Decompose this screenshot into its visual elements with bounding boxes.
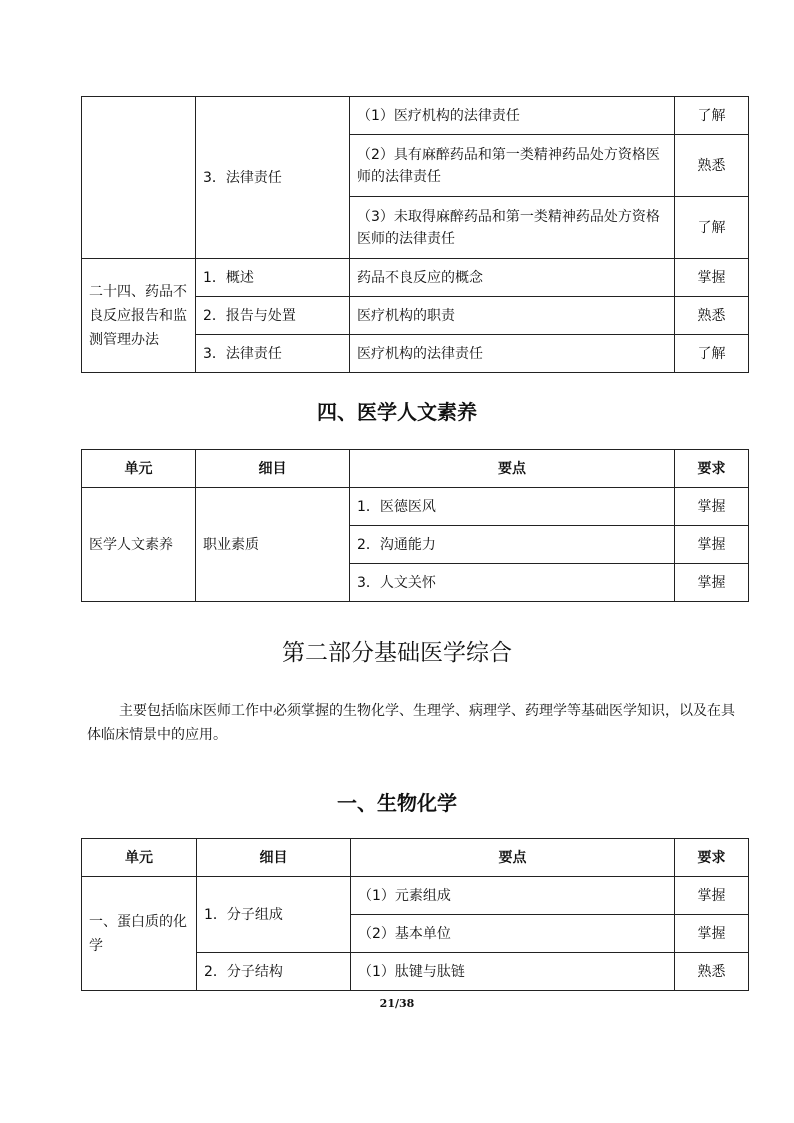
table-cell-sub: 职业素质 <box>196 488 350 602</box>
intro-paragraph: 主要包括临床医师工作中必须掌握的生物化学、生理学、病理学、药理学等基础医学知识，以及在具体临床情景中的应用。 <box>87 703 735 743</box>
regulation-table <box>81 96 749 373</box>
header-sub: 细目 <box>197 839 351 877</box>
table-cell-req: 了解 <box>675 335 749 373</box>
header-req: 要求 <box>675 839 749 877</box>
page-number: 21/38 <box>379 997 415 1010</box>
table-cell-unit-empty <box>82 97 196 259</box>
humanities-table <box>81 449 749 602</box>
header-req: 要求 <box>675 450 749 488</box>
table-cell-point: 3．人文关怀 <box>350 564 675 602</box>
table-cell-sub: 2．报告与处置 <box>196 297 350 335</box>
section-heading: 四、医学人文素养 <box>317 400 477 424</box>
table-cell-point: （3）未取得麻醉药品和第一类精神药品处方资格医师的法律责任 <box>350 197 675 259</box>
header-sub: 细目 <box>196 450 350 488</box>
table-cell-req: 了解 <box>675 197 749 259</box>
table-cell-point: 药品不良反应的概念 <box>350 259 675 297</box>
header-unit: 单元 <box>82 450 196 488</box>
table-cell-point: （2）具有麻醉药品和第一类精神药品处方资格医师的法律责任 <box>350 135 675 197</box>
table-cell-sub: 1．概述 <box>196 259 350 297</box>
table-cell-req: 掌握 <box>675 526 749 564</box>
table-cell-req: 掌握 <box>675 877 749 915</box>
header-unit: 单元 <box>82 839 197 877</box>
table-cell-req: 掌握 <box>675 488 749 526</box>
header-point: 要点 <box>350 450 675 488</box>
table-cell-point: 医疗机构的法律责任 <box>350 335 675 373</box>
table-cell-req: 掌握 <box>675 564 749 602</box>
table-cell-req: 掌握 <box>675 259 749 297</box>
table-cell-point: （1）肽键与肽链 <box>351 953 675 991</box>
table-cell-req: 了解 <box>675 97 749 135</box>
table-cell-point: （1）元素组成 <box>351 877 675 915</box>
table-cell-req: 熟悉 <box>675 953 749 991</box>
table-cell-point: 医疗机构的职责 <box>350 297 675 335</box>
part-heading: 第二部分基础医学综合 <box>282 640 512 666</box>
section-heading: 一、生物化学 <box>337 791 457 815</box>
table-cell-point: （1）医疗机构的法律责任 <box>350 97 675 135</box>
table-cell-sub: 1．分子组成 <box>197 877 351 953</box>
biochem-table <box>81 838 749 991</box>
table-cell-unit: 一、蛋白质的化学 <box>82 877 197 991</box>
table-cell-req: 熟悉 <box>675 135 749 197</box>
table-cell-unit: 二十四、药品不良反应报告和监测管理办法 <box>82 259 196 373</box>
table-cell-sub: 2．分子结构 <box>197 953 351 991</box>
table-cell-sub: 3．法律责任 <box>196 335 350 373</box>
table-cell-point: 1．医德医风 <box>350 488 675 526</box>
table-cell-req: 熟悉 <box>675 297 749 335</box>
table-cell-point: （2）基本单位 <box>351 915 675 953</box>
table-cell-point: 2．沟通能力 <box>350 526 675 564</box>
table-cell-sub: 3．法律责任 <box>196 97 350 259</box>
header-point: 要点 <box>351 839 675 877</box>
table-cell-unit: 医学人文素养 <box>82 488 196 602</box>
table-cell-req: 掌握 <box>675 915 749 953</box>
